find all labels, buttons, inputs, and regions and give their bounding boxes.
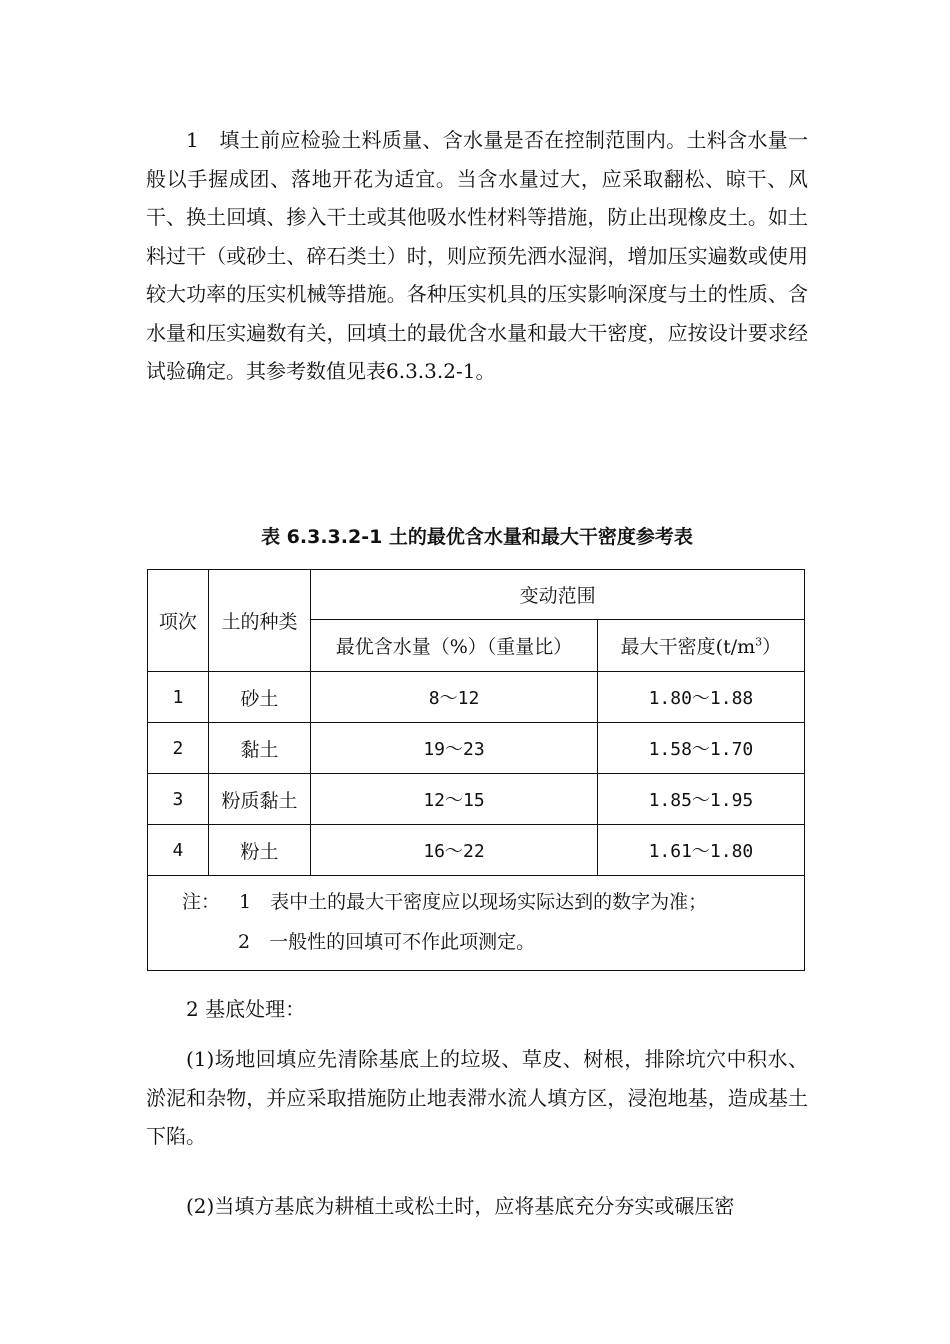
header-density-prefix: 最大干密度(t/m	[620, 636, 756, 658]
header-soil-type: 土的种类	[208, 570, 310, 672]
table-notes	[148, 876, 805, 971]
table-row	[148, 723, 805, 774]
table-header-row-top	[148, 570, 805, 620]
cell-soil-type: 黏土	[208, 723, 310, 774]
cell-moisture: 16～22	[311, 825, 598, 876]
header-moisture: 最优含水量（%）（重量比）	[311, 620, 598, 672]
note-line-2	[148, 922, 804, 962]
table-notes-row	[148, 876, 805, 971]
cell-soil-type: 粉质黏土	[208, 774, 310, 825]
cell-item-no: 3	[148, 774, 209, 825]
table-title: 表 6.3.3.2-1 土的最优含水量和最大干密度参考表	[261, 526, 693, 548]
section-heading-base-treatment: 2 基底处理：	[186, 997, 306, 1021]
paragraph-base-compaction: (2)当填方基底为耕植土或松土时，应将基底充分夯实或碾压密	[186, 1194, 735, 1218]
cell-moisture: 19～23	[311, 723, 598, 774]
header-density	[597, 620, 804, 672]
cell-density: 1.61～1.80	[597, 825, 804, 876]
table-row	[148, 774, 805, 825]
table-row	[148, 825, 805, 876]
soil-density-table	[147, 569, 805, 971]
cell-soil-type: 粉土	[208, 825, 310, 876]
note-2: 2 一般性的回填可不作此项测定。	[238, 931, 536, 953]
header-density-sup: 3	[755, 635, 763, 649]
cell-item-no: 1	[148, 672, 209, 723]
note-1: 1 表中土的最大干密度应以现场实际达到的数字为准；	[239, 891, 708, 913]
cell-item-no: 4	[148, 825, 209, 876]
header-density-suffix: ）	[762, 636, 782, 658]
table-row	[148, 672, 805, 723]
cell-soil-type: 砂土	[208, 672, 310, 723]
paragraph-soil-quality: 1 填土前应检验土料质量、含水量是否在控制范围内。土料含水量一般以手握成团、落地开花为适宜。当含水量过大，应采取翻松、晾干、风干、换土回填、掺入干土或其他吸水性材料等措施，防止出现橡皮土。如土料过干（或砂土、碎石类土）时，则应预先洒水湿润，增加压实遍数或使用较大功率的压实机械等措施。各种压实机具的压实影响深度与土的性质、含水量和压实遍数有关，回填土的最优含水量和最大干密度，应按设计要求经试验确定。其参考数值见表6.3.3.2-1。	[146, 128, 808, 383]
cell-item-no: 2	[148, 723, 209, 774]
paragraph-base-clearing: (1)场地回填应先清除基底上的垃圾、草皮、树根，排除坑穴中积水、淤泥和杂物，并应采取措施防止地表滞水流人填方区，浸泡地基，造成基土下陷。	[146, 1047, 808, 1148]
cell-density: 1.58～1.70	[597, 723, 804, 774]
header-item-no: 项次	[148, 570, 209, 672]
note-line-1	[148, 882, 804, 922]
header-range: 变动范围	[311, 570, 805, 620]
cell-density: 1.80～1.88	[597, 672, 804, 723]
notes-label: 注：	[182, 891, 221, 913]
cell-moisture: 12～15	[311, 774, 598, 825]
cell-density: 1.85～1.95	[597, 774, 804, 825]
cell-moisture: 8～12	[311, 672, 598, 723]
